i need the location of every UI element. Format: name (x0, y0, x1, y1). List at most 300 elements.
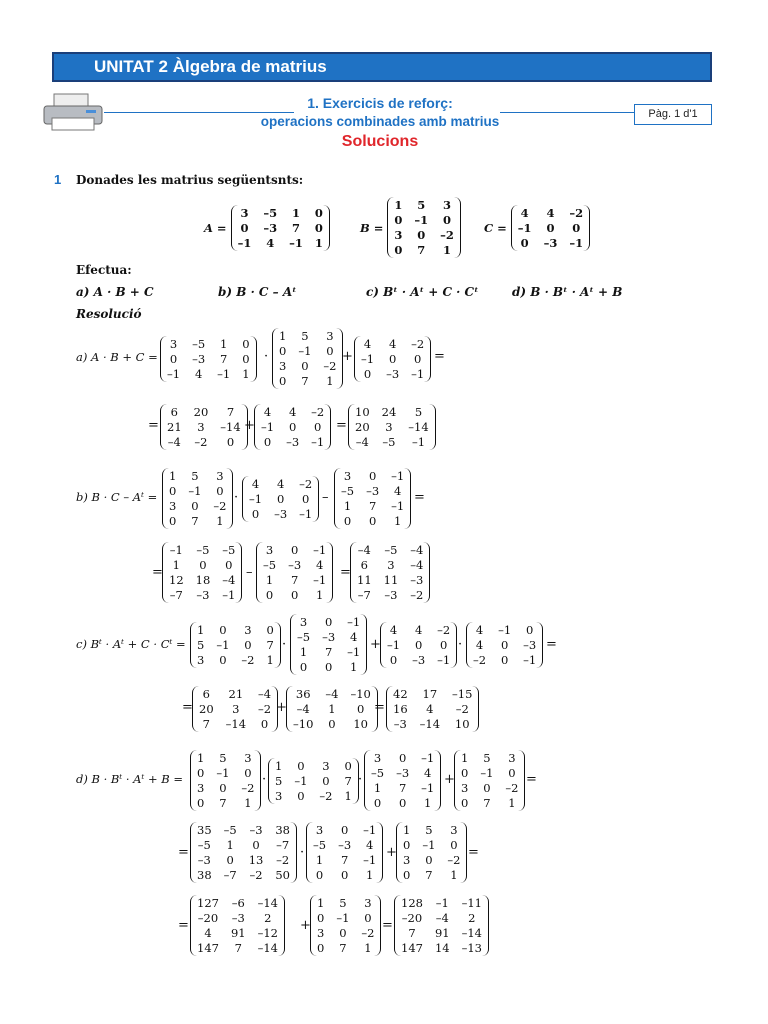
matrix-C-cell-1-1: 0 (546, 221, 555, 235)
matrix-C-cell-1-2: 0 (572, 221, 581, 235)
matrix-At-b2 (256, 542, 333, 603)
matrix-At-cell-3-1: 0 (398, 796, 407, 810)
matrix-A-cell-0-3: 0 (242, 337, 250, 351)
matrix-result-a (348, 404, 436, 450)
matrix-AB-cell-1-2: –14 (220, 420, 241, 434)
matrix-C-cell-1-1: 0 (276, 492, 285, 506)
matrix-At-d (364, 750, 441, 811)
matrix-Bt-d (268, 758, 359, 804)
matrix-B-d4 (310, 895, 381, 956)
equals-a2: = (148, 418, 159, 433)
matrix-B-cell-2-0: 3 (169, 499, 177, 513)
matrix-C-cell-2-0: 0 (263, 435, 272, 449)
matrix-At-cell-0-2: –1 (313, 543, 327, 557)
dot-b1: · (234, 490, 239, 505)
matrix-At-cell-0-1: 0 (340, 823, 349, 837)
matrix-BC-cell-3-0: –7 (169, 588, 183, 602)
matrix-A-cell-1-3: 0 (242, 352, 250, 366)
matrix-B-cell-0-1: 5 (339, 896, 347, 910)
header-rule-right (500, 112, 634, 113)
matrix-At-cell-2-0: 1 (299, 645, 308, 659)
matrix-BBtAt-cell-3-1: 7 (234, 941, 242, 955)
matrix-AB-cell-0-2: 7 (226, 405, 235, 419)
matrix-At-cell-2-1: 7 (290, 573, 299, 587)
matrix-A-cell-1-2: 7 (291, 221, 300, 235)
resolucio-label: Resolució (76, 307, 142, 321)
matrix-B-cell-1-2: 0 (450, 838, 458, 852)
matrix-C-cell-0-1: 4 (546, 206, 555, 220)
matrix-Dres-cell-0-1: –1 (435, 896, 449, 910)
matrix-B-cell-0-2: 3 (216, 469, 224, 483)
matrix-Bt-cell-1-1: –1 (294, 774, 308, 788)
matrix-A-cell-0-0: 3 (169, 337, 178, 351)
matrix-BBt-cell-2-0: –3 (197, 853, 211, 867)
matrix-At-cell-0-1: 0 (398, 751, 407, 765)
matrix-ABC-cell-1-1: 3 (385, 420, 393, 434)
exercise-subtitle: operacions combinades amb matrius (260, 114, 500, 129)
matrix-At-cell-2-0: 1 (343, 499, 352, 513)
matrix-CCt (286, 686, 378, 732)
matrix-C-cell-2-1: –3 (543, 236, 558, 250)
matrix-At-cell-2-0: 1 (265, 573, 274, 587)
matrix-A-cell-2-2: –1 (289, 236, 303, 250)
matrix-Bt-cell-0-3: 0 (266, 623, 274, 637)
matrix-BC-cell-1-2: 0 (225, 558, 233, 572)
matrix-Cres-cell-1-1: 4 (426, 702, 434, 716)
matrix-A-cell-1-0: 0 (169, 352, 178, 366)
matrix-Ct-cell-2-2: –1 (523, 653, 537, 667)
matrix-B-cell-2-1: 0 (219, 781, 227, 795)
matrix-AB-cell-1-0: 21 (167, 420, 182, 434)
matrix-ABC-cell-2-0: –4 (355, 435, 369, 449)
matrix-B-cell-1-0: 0 (394, 213, 403, 227)
equals-c1: = (546, 637, 557, 652)
matrix-B-a (272, 328, 343, 389)
equals-c2: = (182, 700, 193, 715)
matrix-B-cell-2-0: 3 (279, 359, 287, 373)
matrix-Cres-cell-1-0: 16 (393, 702, 408, 716)
matrix-At-cell-2-2: –1 (313, 573, 327, 587)
matrix-C-cell-2-2: –1 (569, 236, 584, 250)
part-b-label: b) B · C – Aᵗ (218, 285, 297, 299)
matrix-A-cell-0-3: 0 (314, 206, 323, 220)
matrix-B-cell-1-1: –1 (414, 213, 429, 227)
matrix-At-b (334, 468, 411, 529)
matrix-C-cell-0-1: 4 (414, 623, 423, 637)
matrix-Ct-cell-2-0: –2 (473, 653, 487, 667)
matrix-Cres-cell-2-0: –3 (393, 717, 407, 731)
exercise-title: 1. Exercicis de reforç: (307, 95, 453, 111)
part-c-label: c) Bᵗ · Aᵗ + C · Cᵗ (366, 285, 479, 299)
matrix-At-cell-3-0: 0 (299, 660, 308, 674)
matrix-CCt-cell-0-0: 36 (295, 687, 311, 701)
matrix-B-cell-2-2: –2 (213, 499, 227, 513)
matrix-B-cell-0-0: 1 (394, 198, 403, 212)
matrix-BtAt-cell-0-1: 21 (228, 687, 244, 701)
equals-c3: = (374, 700, 385, 715)
matrix-B-cell-2-1: 0 (191, 499, 199, 513)
matrix-CCt-cell-1-1: 1 (328, 702, 336, 716)
matrix-B-cell-0-1: 5 (191, 469, 199, 483)
matrix-A-cell-1-2: 7 (220, 352, 228, 366)
matrix-Dres-cell-3-2: –13 (461, 941, 482, 955)
matrix-C-cell-0-2: –2 (411, 337, 425, 351)
matrix-At-cell-3-2: 1 (424, 796, 432, 810)
matrix-B-cell-2-2: –2 (361, 926, 375, 940)
matrix-BBt (190, 822, 297, 883)
matrix-B-b (162, 468, 233, 529)
matrix-B-cell-0-2: 3 (508, 751, 516, 765)
matrix-CCt-cell-1-0: –4 (296, 702, 310, 716)
matrix-Bt-cell-2-3: 1 (266, 653, 274, 667)
matrix-Dres-cell-1-0: –20 (401, 911, 423, 925)
matrix-BtAt (192, 686, 278, 732)
matrix-C-cell-1-2: 0 (302, 492, 310, 506)
matrix-CCt-cell-0-2: –10 (350, 687, 371, 701)
matrix-At-cell-1-2: 4 (424, 766, 432, 780)
matrix-B-cell-1-2: 0 (216, 484, 224, 498)
matrix-C-cell-2-0: 0 (520, 236, 529, 250)
problem-statement: Donades les matrius següentsnts: (76, 173, 304, 187)
matrix-B-cell-0-0: 1 (317, 896, 325, 910)
matrix-At-cell-1-0: –5 (297, 630, 311, 644)
matrix-BBt-cell-0-1: –5 (223, 823, 237, 837)
matrix-B-cell-2-1: 0 (339, 926, 347, 940)
dot-a1: · (264, 349, 269, 364)
matrix-A-cell-1-1: –3 (192, 352, 206, 366)
matrix-At-cell-0-0: 3 (315, 823, 324, 837)
matrix-At-cell-3-1: 0 (340, 868, 349, 882)
matrix-B-cell-0-1: 5 (425, 823, 433, 837)
matrix-BC-cell-3-2: –1 (222, 588, 236, 602)
dot-c1: · (282, 637, 287, 652)
part-d-label: d) B · Bᵗ · Aᵗ + B (512, 285, 623, 299)
matrix-Cres-cell-0-0: 42 (393, 687, 408, 701)
matrix-B-cell-3-1: 7 (219, 796, 227, 810)
matrix-Ct-cell-2-1: 0 (500, 653, 509, 667)
matrix-C-cell-2-2: –1 (411, 367, 425, 381)
plus-a1: + (342, 349, 353, 364)
matrix-B-cell-2-1: 0 (425, 853, 433, 867)
matrix-B-cell-0-2: 3 (244, 751, 252, 765)
matrix-BBt-cell-1-3: –7 (276, 838, 290, 852)
matrix-ABC-cell-0-2: 5 (414, 405, 423, 419)
matrix-B-cell-1-2: 0 (508, 766, 516, 780)
matrix-At-cell-0-0: 3 (343, 469, 352, 483)
matrix-C-cell-0-0: 4 (520, 206, 529, 220)
matrix-BCAt-cell-1-1: 3 (387, 558, 395, 572)
equals-b2: = (152, 565, 163, 580)
matrix-BCAt-cell-3-0: –7 (357, 588, 371, 602)
part-a-label: a) A · B + C (76, 285, 154, 299)
matrix-Bt-cell-1-2: 0 (244, 638, 252, 652)
matrix-B-cell-0-2: 3 (443, 198, 452, 212)
matrix-A-cell-0-0: 3 (240, 206, 249, 220)
matrix-B-cell-3-0: 0 (279, 374, 287, 388)
matrix-B-cell-3-1: 7 (483, 796, 491, 810)
matrix-Bt-cell-2-2: –2 (241, 653, 255, 667)
matrix-B-cell-0-0: 1 (197, 751, 205, 765)
matrix-C-b (242, 476, 319, 522)
matrix-AB-cell-1-1: 3 (197, 420, 205, 434)
matrix-C-cell-1-1: 0 (414, 638, 423, 652)
matrix-B-d (190, 750, 261, 811)
matrix-B-cell-0-1: 5 (219, 751, 227, 765)
matrix-BC-cell-3-1: –3 (196, 588, 210, 602)
matrix-BtAt-cell-1-1: 3 (232, 702, 240, 716)
matrix-A-cell-0-1: –5 (263, 206, 278, 220)
matrix-Bt-cell-2-2: –2 (319, 789, 333, 803)
matrix-B-cell-2-2: –2 (440, 228, 454, 242)
matrix-B-cell-2-0: 3 (197, 781, 205, 795)
equals-d2: = (178, 845, 189, 860)
matrix-C-cell-1-1: 0 (288, 420, 297, 434)
matrix-At-cell-1-0: –5 (313, 838, 327, 852)
matrix-Bt-cell-2-0: 3 (275, 789, 283, 803)
matrix-A-cell-2-3: 1 (242, 367, 250, 381)
matrix-At-cell-3-1: 0 (290, 588, 299, 602)
solution-b-lhs: b) B · C – Aᵗ = (76, 490, 158, 504)
matrix-Dres-cell-3-1: 14 (434, 941, 450, 955)
matrix-Dres-cell-0-2: –11 (461, 896, 482, 910)
matrix-C-cell-1-0: –1 (387, 638, 401, 652)
matrix-BBt-cell-2-1: 0 (226, 853, 234, 867)
matrix-BBtAt-cell-2-1: 91 (230, 926, 246, 940)
problem-number: 1 (54, 172, 62, 187)
matrix-C-cell-2-0: 0 (251, 507, 260, 521)
matrix-BBtAt-cell-2-0: 4 (204, 926, 212, 940)
matrix-C-cell-2-0: 0 (389, 653, 398, 667)
matrix-B-cell-1-2: 0 (326, 344, 334, 358)
matrix-B-cell-3-0: 0 (461, 796, 469, 810)
matrix-C-cell-2-0: 0 (363, 367, 372, 381)
matrix-C-cell-0-0: 4 (363, 337, 372, 351)
matrix-A-cell-1-0: 0 (240, 221, 249, 235)
matrix-At-cell-3-2: 1 (316, 588, 324, 602)
matrix-Bt-cell-0-0: 1 (275, 759, 283, 773)
matrix-A-cell-0-2: 1 (220, 337, 228, 351)
matrix-At-cell-0-2: –1 (347, 615, 361, 629)
matrix-At-cell-3-0: 0 (265, 588, 274, 602)
matrix-B-cell-3-2: 1 (443, 243, 452, 257)
unit-banner (52, 52, 712, 82)
matrix-At-cell-2-1: 7 (324, 645, 333, 659)
matrix-BBt-cell-1-0: –5 (197, 838, 211, 852)
matrix-Bt-cell-2-1: 0 (297, 789, 305, 803)
matrix-B-cell-3-0: 0 (197, 796, 205, 810)
matrix-Cres-cell-0-1: 17 (422, 687, 438, 701)
matrix-BtAt-cell-1-2: –2 (258, 702, 272, 716)
matrix-B-cell-0-0: 1 (461, 751, 469, 765)
matrix-At-cell-0-1: 0 (324, 615, 333, 629)
matrix-At-cell-1-1: –3 (366, 484, 380, 498)
matrix-C-cell-1-1: 0 (388, 352, 397, 366)
matrix-BBtAt (190, 895, 285, 956)
matrix-C-cell-0-1: 4 (276, 477, 285, 491)
page-indicator: Pàg. 1 d'1 (634, 104, 712, 125)
matrix-Ct-cell-1-2: –3 (523, 638, 537, 652)
matrix-At-cell-2-1: 7 (368, 499, 377, 513)
matrix-Bt-cell-1-3: 7 (344, 774, 352, 788)
equals-b1: = (414, 490, 425, 505)
matrix-B-cell-0-1: 5 (417, 198, 426, 212)
matrix-C-cell-2-1: –3 (286, 435, 300, 449)
matrix-At-cell-2-1: 7 (398, 781, 407, 795)
matrix-Bt-cell-1-3: 7 (266, 638, 274, 652)
matrix-B-cell-3-1: 7 (417, 243, 426, 257)
matrix-BC-cell-0-1: –5 (196, 543, 210, 557)
matrix-BCAt-cell-0-0: –4 (357, 543, 371, 557)
matrix-BC-cell-1-0: 1 (172, 558, 180, 572)
matrix-At-cell-0-1: 0 (290, 543, 299, 557)
matrix-Dres-cell-3-0: 147 (401, 941, 423, 955)
matrix-BBtAt-cell-1-1: –3 (231, 911, 245, 925)
matrix-B-cell-1-1: –1 (298, 344, 312, 358)
solution-d-lhs: d) B · Bᵗ · Aᵗ + B = (76, 772, 184, 786)
matrix-A-cell-0-2: 1 (291, 206, 300, 220)
matrix-AB-cell-2-2: 0 (226, 435, 235, 449)
matrix-BtAt-cell-2-1: –14 (225, 717, 247, 731)
printer-icon[interactable] (42, 92, 104, 132)
matrix-BC-cell-0-0: –1 (169, 543, 183, 557)
matrix-At-cell-0-0: 3 (299, 615, 308, 629)
matrix-C-cell-0-0: 4 (263, 405, 272, 419)
matrix-Bt-cell-2-3: 1 (344, 789, 352, 803)
matrix-At-c (290, 614, 367, 675)
matrix-B-cell-1-0: 0 (279, 344, 287, 358)
matrix-C-cell-0-1: 4 (288, 405, 297, 419)
matrix-BCAt-cell-3-1: –3 (384, 588, 398, 602)
matrix-B-cell-0-2: 3 (364, 896, 372, 910)
matrix-C-cell-2-1: –3 (412, 653, 426, 667)
matrix-AB-cell-2-1: –2 (194, 435, 208, 449)
matrix-BC (162, 542, 242, 603)
matrix-ABC-cell-2-1: –5 (382, 435, 396, 449)
matrix-At-cell-0-0: 3 (265, 543, 274, 557)
matrix-CCt-cell-2-2: 10 (353, 717, 368, 731)
matrix-B-cell-2-1: 0 (483, 781, 491, 795)
solutions-heading: Solucions (341, 133, 419, 150)
matrix-Ct-cell-1-0: 4 (475, 638, 484, 652)
matrix-B-cell-3-1: 7 (191, 514, 199, 528)
plus-d2: + (386, 845, 397, 860)
matrix-B-cell-0-2: 3 (326, 329, 334, 343)
matrix-At-cell-3-2: 1 (350, 660, 358, 674)
minus-b1: – (322, 490, 329, 505)
matrix-BBt-cell-0-3: 38 (275, 823, 290, 837)
matrix-B-cell-1-2: 0 (443, 213, 452, 227)
matrix-B-cell-1-1: –1 (216, 766, 230, 780)
matrix-At-cell-2-0: 1 (373, 781, 382, 795)
matrix-B-cell-1-0: 0 (197, 766, 205, 780)
matrix-BtAt-cell-2-2: 0 (260, 717, 269, 731)
matrix-Bt-cell-0-1: 0 (297, 759, 305, 773)
matrix-BBt-cell-3-1: –7 (223, 868, 237, 882)
matrix-B-cell-3-2: 1 (508, 796, 516, 810)
equals-d4: = (178, 918, 189, 933)
matrix-At-cell-1-1: –3 (338, 838, 352, 852)
matrix-Cres-cell-2-1: –14 (419, 717, 441, 731)
matrix-BBtAt-cell-3-2: –14 (257, 941, 278, 955)
minus-b2: – (246, 565, 253, 580)
matrix-CCt-cell-2-1: 0 (328, 717, 336, 731)
matrix-At-cell-1-2: 4 (316, 558, 324, 572)
matrix-B-cell-3-2: 1 (244, 796, 252, 810)
matrix-A-cell-2-1: 4 (194, 367, 203, 381)
matrix-BBtAt-cell-2-2: –12 (257, 926, 278, 940)
matrix-BBt-cell-3-3: 50 (275, 868, 290, 882)
matrix-Bt-c (190, 622, 281, 668)
matrix-BCAt-cell-2-2: –3 (410, 573, 424, 587)
matrix-B-cell-1-0: 0 (169, 484, 177, 498)
matrix-C-cell-2-1: –3 (274, 507, 288, 521)
matrix-B-cell-0-0: 1 (169, 469, 177, 483)
matrix-Ct-cell-1-1: 0 (500, 638, 509, 652)
matrix-CCt-cell-2-0: –10 (293, 717, 314, 731)
matrix-CCt-cell-1-2: 0 (357, 702, 365, 716)
matrix-B-cell-3-0: 0 (394, 243, 403, 257)
matrix-Bt-cell-1-2: 0 (322, 774, 330, 788)
matrix-At-cell-2-1: 7 (340, 853, 349, 867)
matrix-At-cell-1-1: –3 (288, 558, 302, 572)
plus-d1: + (444, 772, 455, 787)
dot-c2: · (458, 637, 463, 652)
matrix-BBt-cell-1-1: 1 (226, 838, 234, 852)
matrix-B-cell-0-1: 5 (301, 329, 309, 343)
header-rule-left (104, 112, 294, 113)
matrix-At-cell-1-1: –3 (396, 766, 410, 780)
matrix-At-cell-3-1: 0 (324, 660, 333, 674)
matrix-BCAt-cell-2-1: 11 (383, 573, 399, 587)
matrix-Bt-cell-1-0: 5 (197, 638, 205, 652)
matrix-BCAt-cell-3-2: –2 (410, 588, 424, 602)
matrix-B-cell-1-2: 0 (244, 766, 252, 780)
matrix-B-cell-2-0: 3 (394, 228, 403, 242)
matrix-A-cell-2-2: –1 (217, 367, 231, 381)
matrix-Dres-cell-2-0: 7 (408, 926, 416, 940)
matrix-Bt-cell-1-0: 5 (275, 774, 283, 788)
matrix-result-d (394, 895, 489, 956)
matrix-B-cell-2-2: –2 (241, 781, 255, 795)
solution-a-lhs: a) A · B + C = (76, 350, 158, 364)
matrix-BBt-cell-3-0: 38 (197, 868, 212, 882)
matrix-ABC-cell-0-1: 24 (381, 405, 397, 419)
matrix-Dres-cell-1-1: –4 (435, 911, 449, 925)
matrix-C-cell-1-2: 0 (440, 638, 448, 652)
matrix-A-cell-2-1: 4 (266, 236, 275, 250)
dot-d3: · (300, 845, 305, 860)
matrix-Bt-cell-0-3: 0 (344, 759, 352, 773)
matrix-At-cell-3-2: 1 (394, 514, 402, 528)
matrix-BBtAt-cell-1-2: 2 (264, 911, 272, 925)
matrix-Bt-cell-0-2: 3 (322, 759, 330, 773)
matrix-Dres-cell-2-1: 91 (434, 926, 450, 940)
matrix-ABC-cell-1-2: –14 (408, 420, 429, 434)
matrix-B-cell-1-0: 0 (403, 838, 411, 852)
matrix-Dres-cell-2-2: –14 (461, 926, 482, 940)
plus-d3: + (300, 918, 311, 933)
matrix-C-cell-0-1: 4 (388, 337, 397, 351)
matrix-B-cell-3-0: 0 (403, 868, 411, 882)
matrix-BBtAt-cell-3-0: 147 (197, 941, 219, 955)
matrix-At-d2 (306, 822, 383, 883)
matrix-BBt-cell-1-2: 0 (252, 838, 260, 852)
matrix-At-cell-0-2: –1 (421, 751, 435, 765)
matrix-B-cell-0-1: 5 (483, 751, 491, 765)
matrix-B-cell-2-0: 3 (461, 781, 469, 795)
matrix-BCAt-cell-0-1: –5 (384, 543, 398, 557)
matrix-C-c (380, 622, 457, 668)
